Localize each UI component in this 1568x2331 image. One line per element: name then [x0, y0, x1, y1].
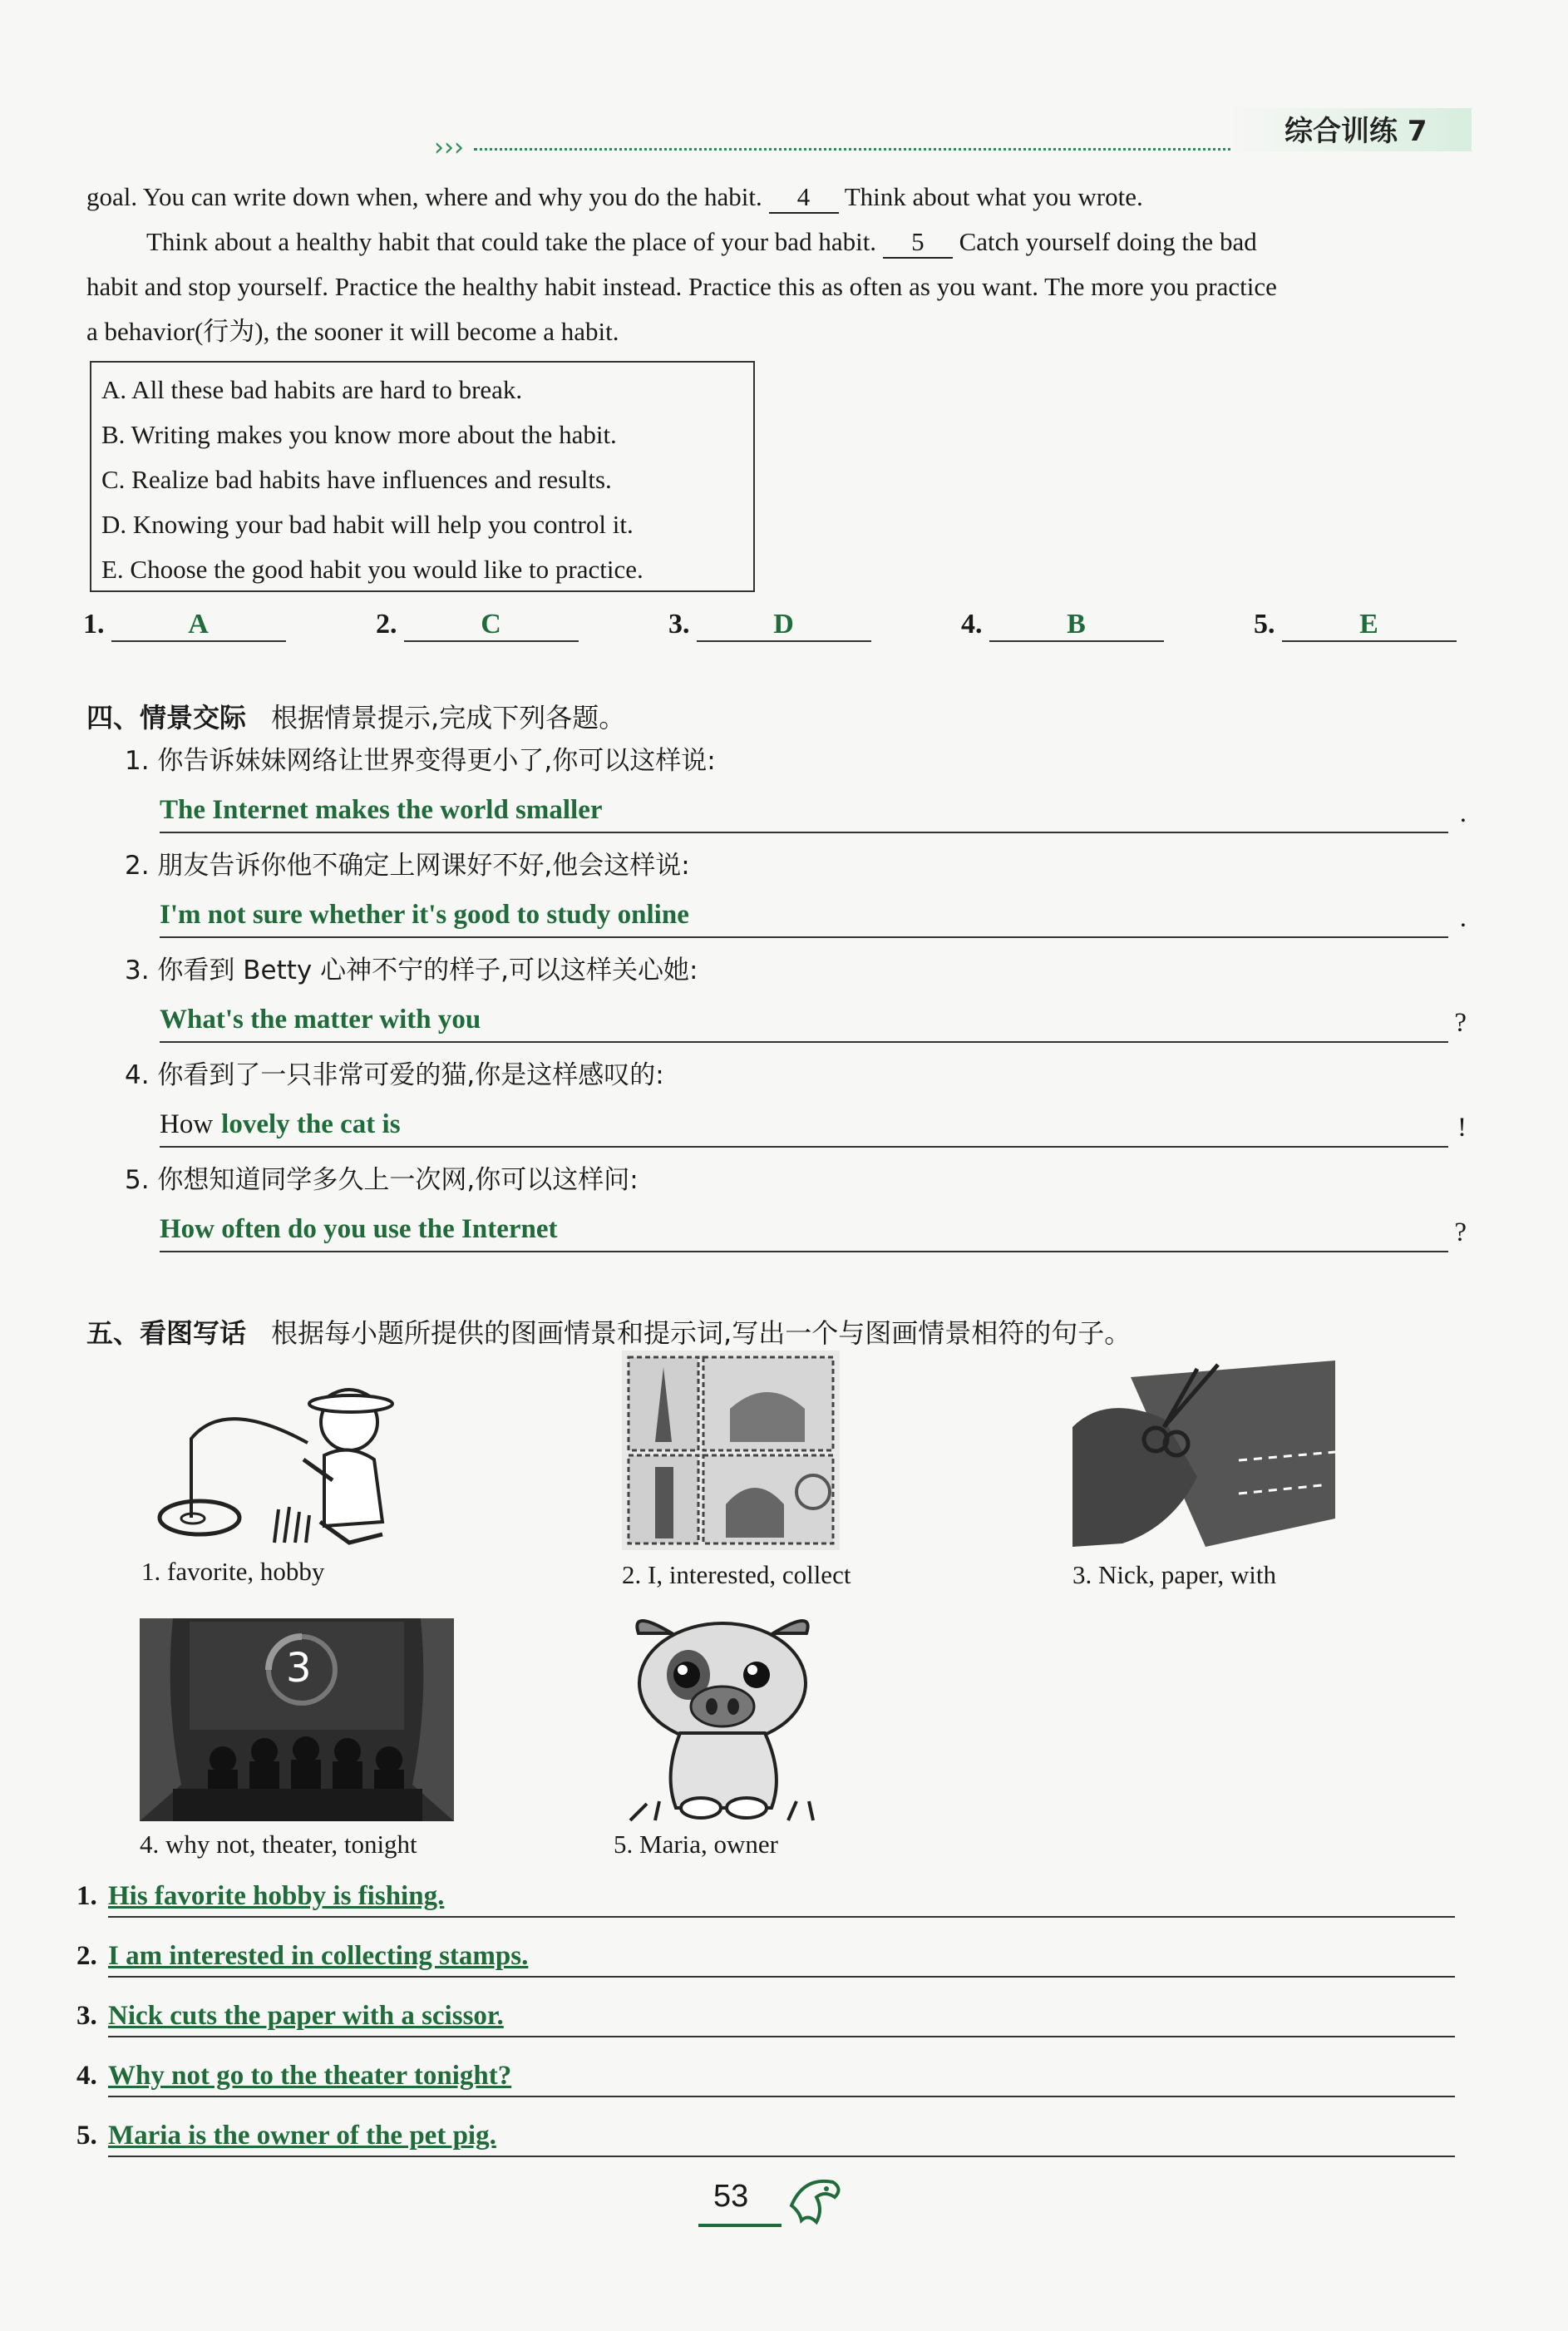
answer-3: 3. D	[668, 609, 871, 642]
section4-items	[125, 740, 1488, 1264]
answer-1: 1. A	[83, 609, 286, 642]
answer-2: 2. C	[376, 609, 579, 642]
dolphin-icon	[783, 2172, 850, 2230]
header	[0, 0, 1568, 166]
s4-answer-line: What's the matter with you ?	[160, 1005, 1448, 1043]
s4-answer-line: The Internet makes the world smaller .	[160, 795, 1448, 833]
section4-title: 四、情景交际	[86, 702, 247, 733]
s4-answer-line: How often do you use the Internet ?	[160, 1214, 1448, 1252]
section4-instruction: 根据情景提示,完成下列各题。	[271, 702, 626, 733]
caption-4: 4. why not, theater, tonight	[140, 1830, 417, 1859]
option-b: B. Writing makes you know more about the habit.	[101, 420, 617, 449]
section5-heading	[86, 1312, 1131, 1351]
answer-4: 4. B	[961, 609, 1164, 642]
option-d: D. Knowing your bad habit will help you control it.	[101, 510, 634, 539]
scissors-cutting-paper-illustration	[1072, 1361, 1335, 1547]
options-box	[90, 361, 755, 592]
section5-instruction: 根据每小题所提供的图画情景和提示词,写出一个与图画情景相符的句子。	[271, 1317, 1132, 1349]
fishing-man-illustration	[133, 1364, 416, 1555]
page-underline	[698, 2224, 782, 2227]
s5-answer-5: 5. Maria is the owner of the pet pig.	[76, 2121, 1457, 2180]
passage-line-4: a behavior(行为), the sooner it will become a habit.	[86, 317, 619, 346]
s4-item-5: 5. 你想知道同学多久上一次网,你可以这样问: How often do you use the Internet ?	[125, 1159, 1488, 1264]
passage-line-3: habit and stop yourself. Practice the healthy habit instead. Practice this as often as you want. The more you practice	[86, 272, 1277, 301]
stamps-illustration	[622, 1351, 840, 1550]
s4-item-1: 1. 你告诉妹妹网络让世界变得更小了,你可以这样说: The Internet makes the world smaller .	[125, 740, 1488, 845]
s4-answer-line: How lovely the cat is !	[160, 1109, 1448, 1148]
s4-answer-line: I'm not sure whether it's good to study online .	[160, 900, 1448, 938]
section4-heading	[86, 697, 625, 735]
passage-line-2: Think about a healthy habit that could take the place of your bad habit. 5 Catch yourself doing the bad	[86, 220, 1475, 264]
option-a: A. All these bad habits are hard to break.	[101, 375, 523, 404]
footer	[690, 2172, 856, 2239]
caption-3: 3. Nick, paper, with	[1072, 1560, 1276, 1589]
section-title: 综合训练 7	[1284, 115, 1427, 148]
header-arrows: ›››	[434, 133, 464, 162]
passage	[86, 175, 1475, 354]
s4-item-2: 2. 朋友告诉你他不确定上网课好不好,他会这样说: I'm not sure whether it's good to study online .	[125, 845, 1488, 950]
s5-answer-2: 2. I am interested in collecting stamps.	[76, 1941, 1457, 2001]
section5-title: 五、看图写话	[86, 1317, 247, 1349]
caption-5: 5. Maria, owner	[614, 1830, 778, 1859]
blank-4: 4	[769, 182, 839, 214]
answers-row	[83, 609, 1488, 650]
picture-pig	[614, 1608, 831, 1859]
page-number: 53	[713, 2179, 749, 2214]
section5-answers	[76, 1881, 1457, 2180]
picture-theater	[140, 1618, 454, 1859]
caption-2: 2. I, interested, collect	[622, 1560, 851, 1589]
s5-answer-1: 1. His favorite hobby is fishing.	[76, 1881, 1457, 1941]
s5-answer-3: 3. Nick cuts the paper with a scissor.	[76, 2001, 1457, 2061]
caption-1: 1. favorite, hobby	[141, 1557, 325, 1586]
passage-line-1: goal. You can write down when, where and why you do the habit. 4 Think about what you wrote.	[86, 175, 1475, 220]
picture-fishing	[133, 1364, 416, 1586]
answer-5: 5. E	[1254, 609, 1457, 642]
option-e: E. Choose the good habit you would like to practice.	[101, 555, 643, 584]
s4-item-4: 4. 你看到了一只非常可爱的猫,你是这样感叹的: How lovely the cat is !	[125, 1054, 1488, 1159]
s4-item-3: 3. 你看到 Betty 心神不宁的样子,可以这样关心她: What's the matter with you ?	[125, 950, 1488, 1054]
s5-answer-4: 4. Why not go to the theater tonight?	[76, 2061, 1457, 2121]
blank-5: 5	[883, 227, 953, 259]
picture-scissors	[1072, 1361, 1335, 1589]
picture-stamps	[622, 1351, 851, 1589]
theater-number: 3	[286, 1645, 312, 1691]
pig-illustration	[614, 1608, 831, 1826]
option-c: C. Realize bad habits have influences and results.	[101, 465, 612, 494]
